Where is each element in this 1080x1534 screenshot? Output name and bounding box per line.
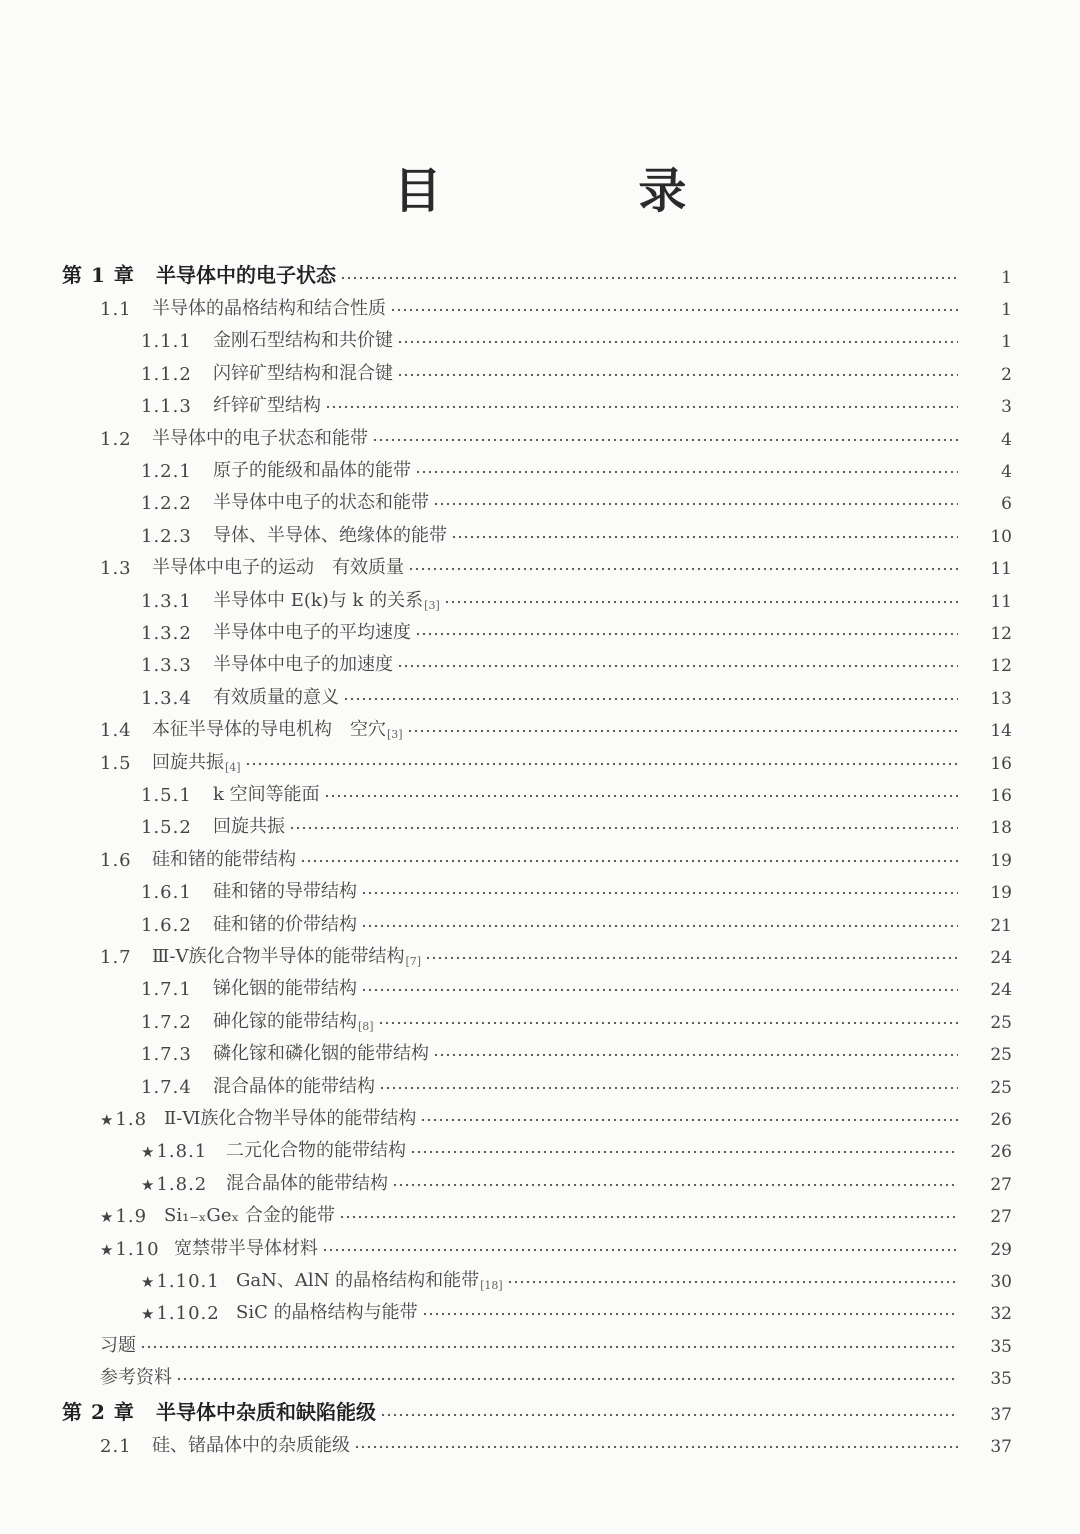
toc-entry-title: 半导体中的电子状态和能带 xyxy=(152,427,368,449)
toc-entry-page-number: 19 xyxy=(990,850,1012,871)
toc-entry-page-number: 1 xyxy=(1001,332,1012,353)
toc-entry-number xyxy=(141,979,213,1000)
toc-entry-page-number: 27 xyxy=(990,1207,1012,1228)
dot-leader xyxy=(433,501,958,507)
toc-entry-page-number: 3 xyxy=(1001,397,1012,418)
dot-leader xyxy=(245,761,958,767)
toc-entry-number-text: 1.2.3 xyxy=(141,525,192,547)
toc-entry-title: 半导体中电子的运动 有效质量 xyxy=(152,557,404,579)
star-icon: ★ xyxy=(100,1208,115,1227)
toc-entry-number-text: 1.7.2 xyxy=(141,1011,192,1033)
toc-entry-number-text: 1.1.2 xyxy=(141,363,192,385)
toc-entry[interactable] xyxy=(0,549,1080,579)
dot-leader xyxy=(408,566,958,572)
toc-entry-title: 半导体的晶格结构和结合性质 xyxy=(152,298,386,319)
toc-entry-number xyxy=(100,947,152,968)
toc-entry[interactable] xyxy=(0,1165,1080,1195)
star-icon: ★ xyxy=(141,1175,156,1194)
page-title: 目 录 xyxy=(393,163,777,219)
toc-entry-page-number: 4 xyxy=(1001,429,1012,450)
toc-entry-number-text: 1.2.1 xyxy=(141,461,192,482)
dot-leader xyxy=(340,275,958,281)
toc-entry-number-text: 1.3.3 xyxy=(141,655,192,677)
toc-entry-title: 有效质量的意义 xyxy=(213,686,339,708)
toc-entry-number xyxy=(141,591,213,612)
toc-entry-number xyxy=(141,526,213,547)
toc-entry[interactable] xyxy=(0,1359,1080,1389)
toc-entry-number-text: 1.3.2 xyxy=(141,623,192,644)
toc-entry-title: 本征半导体的导电机构 空穴 xyxy=(152,719,386,741)
toc-entry[interactable] xyxy=(0,258,1080,288)
toc-entry[interactable] xyxy=(0,646,1080,676)
toc-entry-title: k 空间等能面 xyxy=(213,784,320,805)
toc-entry-number xyxy=(141,817,213,838)
toc-entry[interactable] xyxy=(0,776,1080,806)
toc-entry-number xyxy=(141,655,213,676)
dot-leader xyxy=(140,1344,958,1350)
toc-entry-number xyxy=(100,850,152,871)
toc-entry-title: 半导体中 E(k)与 k 的关系 xyxy=(213,589,424,611)
toc-entry-page-number: 4 xyxy=(1001,462,1012,482)
toc-entry-number xyxy=(141,1303,236,1324)
toc-entry-page-number: 6 xyxy=(1001,494,1012,515)
toc-entry-number-text: 1.5 xyxy=(100,752,132,774)
toc-entry-number-text: 1.3.1 xyxy=(141,590,192,612)
toc-entry-number-text: 1.7 xyxy=(100,947,132,968)
toc-entry-number xyxy=(141,1077,213,1098)
toc-entry-number xyxy=(141,331,213,352)
toc-entry-title: 金刚石型结构和共价键 xyxy=(213,330,393,352)
toc-entry-page-number: 1 xyxy=(1001,268,1012,288)
toc-entry-number-text: 1.10 xyxy=(115,1238,160,1260)
dot-leader xyxy=(361,987,958,993)
toc-entry-number-text: 1.10.2 xyxy=(156,1303,220,1325)
reference-marker: [3] xyxy=(387,728,403,742)
dot-leader xyxy=(300,858,958,864)
toc-entry-number-text: 1.1.3 xyxy=(141,396,192,418)
toc-entry-number-text: 第 1 章 xyxy=(62,263,135,287)
toc-entry-page-number: 27 xyxy=(990,1174,1012,1195)
toc-entry-title: 回旋共振 xyxy=(152,751,224,773)
toc-entry[interactable] xyxy=(0,1132,1080,1162)
dot-leader xyxy=(176,1376,958,1382)
dot-leader xyxy=(420,1117,958,1123)
toc-entry-page-number: 13 xyxy=(990,688,1012,709)
toc-entry-page-number: 1 xyxy=(1001,300,1012,320)
toc-entry-number-text: 2.1 xyxy=(100,1436,132,1458)
toc-entry-page-number: 29 xyxy=(990,1239,1012,1260)
toc-entry-page-number: 32 xyxy=(990,1304,1012,1325)
toc-entry[interactable] xyxy=(0,452,1080,482)
toc-entry[interactable] xyxy=(0,808,1080,838)
toc-entry-number xyxy=(141,688,213,709)
toc-entry-page-number: 24 xyxy=(990,980,1012,1001)
toc-entry-title: 硅和锗的导带结构 xyxy=(213,881,357,903)
toc-entry-number xyxy=(141,1271,236,1292)
toc-entry[interactable] xyxy=(0,1395,1080,1425)
toc-entry[interactable] xyxy=(0,355,1080,385)
toc-entry-number xyxy=(141,461,213,482)
dot-leader xyxy=(361,890,958,896)
toc-entry-number-text: 1.4 xyxy=(100,720,132,742)
toc-entry-number-text: 1.8.1 xyxy=(156,1141,208,1163)
toc-entry[interactable] xyxy=(0,387,1080,417)
dot-leader xyxy=(415,631,958,637)
dot-leader xyxy=(378,1020,958,1026)
toc-entry-number-text: 1.7.3 xyxy=(141,1044,192,1066)
toc-entry[interactable] xyxy=(0,290,1080,320)
toc-entry-number xyxy=(141,915,213,936)
toc-entry[interactable] xyxy=(0,906,1080,936)
star-icon: ★ xyxy=(141,1305,156,1324)
toc-entry-title: 硅和锗的能带结构 xyxy=(152,848,296,870)
toc-entry[interactable] xyxy=(0,1035,1080,1065)
toc-entry-page-number: 35 xyxy=(990,1336,1012,1357)
dot-leader xyxy=(289,825,958,831)
toc-entry-number xyxy=(62,259,156,288)
toc-entry-title: 砷化镓的能带结构 xyxy=(213,1010,357,1032)
toc-entry[interactable] xyxy=(0,582,1080,612)
reference-marker: [18] xyxy=(480,1279,503,1292)
toc-entry-page-number: 26 xyxy=(990,1110,1012,1130)
dot-leader xyxy=(322,1247,958,1253)
star-icon: ★ xyxy=(141,1273,156,1291)
toc-entry-title: SiC 的晶格结构与能带 xyxy=(236,1302,418,1324)
toc-entry-title: 半导体中的电子状态 xyxy=(156,263,336,287)
toc-entry-page-number: 16 xyxy=(990,753,1012,774)
toc-entry-title: 半导体中杂质和缺陷能级 xyxy=(156,1400,376,1425)
toc-entry-title: 习题 xyxy=(100,1334,136,1356)
toc-entry-number xyxy=(141,882,213,903)
dot-leader xyxy=(444,599,958,605)
toc-entry-number xyxy=(141,493,213,514)
toc-entry-title: 原子的能级和晶体的能带 xyxy=(213,460,411,481)
toc-entry-number-text: 1.3 xyxy=(100,558,132,580)
toc-entry-page-number: 25 xyxy=(990,1012,1012,1033)
reference-marker: [8] xyxy=(358,1019,374,1033)
star-icon: ★ xyxy=(100,1240,115,1259)
toc-entry[interactable] xyxy=(0,744,1080,774)
dot-leader xyxy=(407,728,958,734)
dot-leader xyxy=(415,469,958,475)
toc-entry-page-number: 35 xyxy=(990,1369,1012,1390)
toc-entry-number xyxy=(141,623,213,644)
toc-entry-title: 半导体中电子的平均速度 xyxy=(213,622,411,643)
toc-entry-number xyxy=(100,720,152,741)
toc-entry[interactable] xyxy=(0,614,1080,644)
toc-entry-title: 参考资料 xyxy=(100,1367,172,1389)
toc-entry[interactable] xyxy=(0,1003,1080,1033)
dot-leader xyxy=(343,696,958,702)
toc-entry-number xyxy=(141,1012,213,1033)
toc-entry[interactable] xyxy=(0,1068,1080,1098)
dot-leader xyxy=(397,663,958,669)
toc-entry[interactable] xyxy=(0,970,1080,1000)
dot-leader xyxy=(451,534,958,540)
toc-entry-number-text: 1.6 xyxy=(100,849,132,871)
dot-leader xyxy=(354,1444,958,1450)
toc-entry-title: 半导体中电子的状态和能带 xyxy=(213,492,429,514)
toc-entry-title: 纤锌矿型结构 xyxy=(213,395,321,417)
toc-entry[interactable] xyxy=(0,1230,1080,1260)
toc-entry-page-number: 21 xyxy=(990,915,1012,936)
toc-entry-title: 混合晶体的能带结构 xyxy=(226,1172,388,1194)
toc-entry-number-text: 1.8.2 xyxy=(156,1173,208,1195)
toc-entry[interactable] xyxy=(0,679,1080,709)
toc-entry[interactable] xyxy=(0,420,1080,450)
toc-entry-page-number: 25 xyxy=(990,1077,1012,1098)
dot-leader xyxy=(325,404,958,410)
toc-entry-page-number: 10 xyxy=(990,526,1012,547)
toc-entry-page-number: 12 xyxy=(990,656,1012,677)
toc-entry-title: Ⅲ-Ⅴ族化合物半导体的能带结构 xyxy=(152,946,405,967)
toc-entry-page-number: 16 xyxy=(990,786,1012,806)
toc-entry-number-text: 1.7.1 xyxy=(141,979,192,1001)
toc-entry-number-text: 1.5.2 xyxy=(141,817,192,839)
toc-entry-number-text: 1.1 xyxy=(100,299,132,320)
reference-marker: [3] xyxy=(424,598,440,612)
toc-entry-title: 半导体中电子的加速度 xyxy=(213,654,393,676)
toc-entry-page-number: 37 xyxy=(990,1405,1012,1426)
toc-entry-title: 导体、半导体、绝缘体的能带 xyxy=(213,524,447,546)
toc-entry[interactable] xyxy=(0,322,1080,352)
dot-leader xyxy=(507,1279,958,1285)
toc-entry-page-number: 24 xyxy=(990,948,1012,968)
toc-entry-number-text: 1.2 xyxy=(100,428,132,450)
toc-entry[interactable] xyxy=(0,484,1080,514)
toc-entry-number-text: 1.6.1 xyxy=(141,882,192,904)
toc-entry[interactable] xyxy=(0,1100,1080,1130)
star-icon: ★ xyxy=(141,1143,156,1162)
reference-marker: [7] xyxy=(405,955,422,968)
toc-entry-number xyxy=(100,1206,164,1227)
toc-entry-number-text: 1.9 xyxy=(115,1206,148,1228)
toc-entry-number xyxy=(62,1396,156,1425)
toc-entry-title: 混合晶体的能带结构 xyxy=(213,1075,375,1097)
dot-leader xyxy=(392,1182,958,1188)
toc-entry-title: Ⅱ-Ⅵ族化合物半导体的能带结构 xyxy=(164,1108,417,1129)
toc-entry-title: 宽禁带半导体材料 xyxy=(174,1237,318,1259)
reference-marker: [4] xyxy=(225,760,241,774)
dot-leader xyxy=(379,1085,958,1091)
dot-leader xyxy=(397,339,958,345)
dot-leader xyxy=(410,1149,958,1155)
toc-entry[interactable] xyxy=(0,1197,1080,1227)
toc-entry-title: 磷化镓和磷化铟的能带结构 xyxy=(213,1043,429,1065)
toc-entry[interactable] xyxy=(0,1327,1080,1357)
toc-entry-title: 硅、锗晶体中的杂质能级 xyxy=(152,1435,350,1457)
toc-entry-page-number: 11 xyxy=(990,591,1012,612)
toc-entry-page-number: 30 xyxy=(990,1272,1012,1292)
toc-entry[interactable] xyxy=(0,1262,1080,1292)
toc-entry-number xyxy=(141,1044,213,1065)
toc-entry-title: 硅和锗的价带结构 xyxy=(213,913,357,935)
toc-entry-page-number: 12 xyxy=(990,624,1012,644)
dot-leader xyxy=(380,1412,958,1418)
toc-entry-number xyxy=(100,1109,164,1130)
toc-entry-number-text: 1.7.4 xyxy=(141,1076,192,1098)
toc-entry-number xyxy=(100,753,152,774)
toc-entry-title: 回旋共振 xyxy=(213,816,285,838)
toc-entry[interactable] xyxy=(0,1294,1080,1324)
toc-entry-page-number: 26 xyxy=(990,1142,1012,1163)
toc-entry-number xyxy=(100,558,152,579)
dot-leader xyxy=(324,793,958,799)
toc-entry-number-text: 1.3.4 xyxy=(141,687,192,709)
toc-entry-number xyxy=(141,1174,226,1195)
toc-entry-number-text: 1.6.2 xyxy=(141,914,192,936)
dot-leader xyxy=(372,437,958,443)
toc-entry-number xyxy=(100,429,152,450)
toc-entry[interactable] xyxy=(0,841,1080,871)
dot-leader xyxy=(397,372,958,378)
toc-entry-page-number: 18 xyxy=(990,818,1012,839)
dot-leader xyxy=(361,923,958,929)
dot-leader xyxy=(339,1214,958,1220)
toc-entry-number xyxy=(100,299,152,320)
toc-entry-page-number: 37 xyxy=(990,1437,1012,1458)
toc-entry[interactable] xyxy=(0,711,1080,741)
toc-entry-page-number: 25 xyxy=(990,1045,1012,1066)
toc-entry-number-text: 1.8 xyxy=(115,1109,148,1130)
toc-entry-number xyxy=(141,1141,226,1162)
toc-entry-number xyxy=(100,1239,174,1260)
toc-entry-title: 闪锌矿型结构和混合键 xyxy=(213,362,393,384)
dot-leader xyxy=(390,307,958,313)
dot-leader xyxy=(433,1052,958,1058)
star-icon: ★ xyxy=(100,1111,115,1129)
toc-entry-page-number: 11 xyxy=(990,559,1012,580)
toc-entry-number-text: 1.2.2 xyxy=(141,493,192,515)
toc-entry-title: Si₁₋ₓGeₓ 合金的能带 xyxy=(164,1205,335,1227)
dot-leader xyxy=(422,1311,958,1317)
toc-entry-number xyxy=(141,364,213,385)
toc-entry-page-number: 14 xyxy=(990,721,1012,742)
toc-entry-title: GaN、AlN 的晶格结构和能带 xyxy=(236,1270,480,1291)
toc-entry[interactable] xyxy=(0,938,1080,968)
toc-entry-title: 二元化合物的能带结构 xyxy=(226,1140,406,1162)
toc-entry[interactable] xyxy=(0,1427,1080,1457)
toc-entry-number-text: 1.5.1 xyxy=(141,785,192,806)
toc-entry-number xyxy=(141,396,213,417)
toc-entry-page-number: 19 xyxy=(990,883,1012,904)
toc-entry-number-text: 第 2 章 xyxy=(62,1400,135,1425)
dot-leader xyxy=(425,955,958,961)
toc-entry-number-text: 1.10.1 xyxy=(156,1271,220,1292)
toc-entry-title: 锑化铟的能带结构 xyxy=(213,978,357,1000)
toc-entry-number xyxy=(100,1436,152,1457)
toc-entry-number-text: 1.1.1 xyxy=(141,331,192,353)
toc-entry-number xyxy=(141,785,213,806)
toc-entry[interactable] xyxy=(0,873,1080,903)
toc-entry-page-number: 2 xyxy=(1001,364,1012,385)
toc-entry[interactable] xyxy=(0,517,1080,547)
